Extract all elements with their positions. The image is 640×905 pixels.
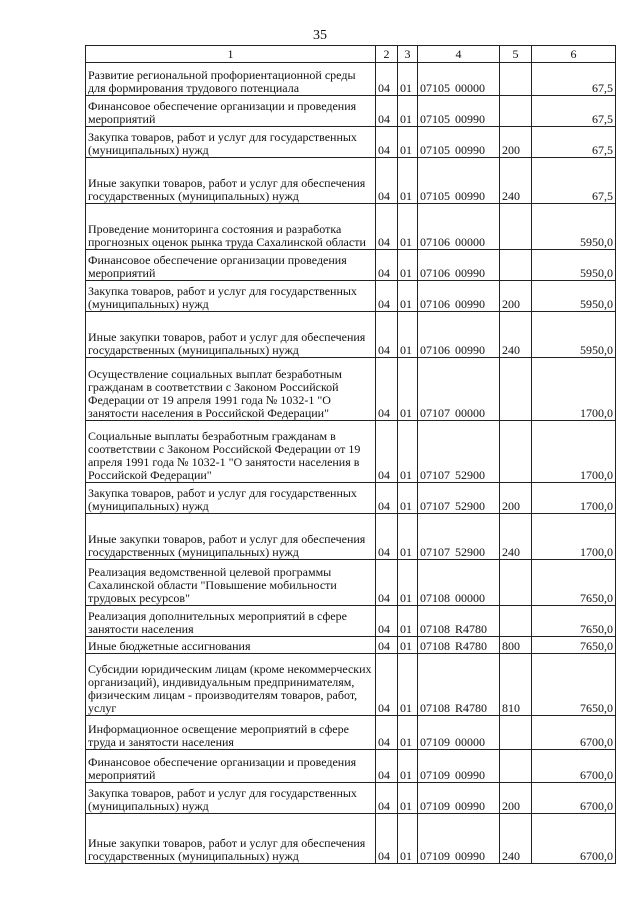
row-expense-type: 800 — [500, 637, 532, 654]
header-col-3: 3 — [398, 46, 418, 63]
row-amount: 1700,0 — [532, 483, 616, 514]
row-name: Развитие региональной профориентационной среды для формирования трудового потенциала — [86, 63, 376, 96]
table-row — [86, 63, 616, 96]
target-article-direction: 00000 — [455, 235, 485, 249]
row-target-article — [418, 750, 500, 783]
row-target-article — [418, 483, 500, 514]
row-subsection: 01 — [398, 654, 418, 716]
table-row — [86, 716, 616, 750]
row-target-article — [418, 814, 500, 864]
row-section: 04 — [376, 281, 398, 312]
row-target-article — [418, 358, 500, 421]
target-article-direction: R4780 — [455, 622, 488, 636]
target-article-program: 07105 — [420, 143, 450, 157]
row-expense-type — [500, 750, 532, 783]
row-section: 04 — [376, 716, 398, 750]
header-col-1: 1 — [86, 46, 376, 63]
row-subsection: 01 — [398, 637, 418, 654]
table-row — [86, 421, 616, 483]
header-col-4: 4 — [418, 46, 500, 63]
row-name: Иные закупки товаров, работ и услуг для обеспечения государственных (муниципальных) нужд — [86, 814, 376, 864]
row-amount: 6700,0 — [532, 814, 616, 864]
row-expense-type — [500, 204, 532, 250]
row-amount: 67,5 — [532, 96, 616, 127]
row-target-article — [418, 250, 500, 281]
row-expense-type — [500, 96, 532, 127]
row-subsection: 01 — [398, 716, 418, 750]
row-expense-type: 200 — [500, 483, 532, 514]
row-subsection: 01 — [398, 312, 418, 358]
row-section: 04 — [376, 63, 398, 96]
row-expense-type: 200 — [500, 127, 532, 158]
table-row — [86, 204, 616, 250]
header-col-2: 2 — [376, 46, 398, 63]
row-section: 04 — [376, 783, 398, 814]
target-article-direction: R4780 — [455, 639, 488, 653]
table-row — [86, 250, 616, 281]
row-name: Закупка товаров, работ и услуг для государственных (муниципальных) нужд — [86, 483, 376, 514]
row-target-article — [418, 716, 500, 750]
row-amount: 1700,0 — [532, 421, 616, 483]
row-target-article — [418, 606, 500, 637]
header-col-5: 5 — [500, 46, 532, 63]
row-subsection: 01 — [398, 127, 418, 158]
row-expense-type — [500, 63, 532, 96]
row-expense-type — [500, 250, 532, 281]
row-subsection: 01 — [398, 560, 418, 606]
row-name: Информационное освещение мероприятий в сфере труда и занятости населения — [86, 716, 376, 750]
target-article-program: 07109 — [420, 735, 450, 749]
row-amount: 5950,0 — [532, 250, 616, 281]
row-expense-type: 200 — [500, 783, 532, 814]
target-article-direction: 00000 — [455, 591, 485, 605]
row-name: Социальные выплаты безработным гражданам в соответствии с Законом Российской Федерации от 19 апреля 1991 года № 1032-1 "О занятости населения в Российской Федерации" — [86, 421, 376, 483]
row-section: 04 — [376, 250, 398, 281]
row-target-article — [418, 281, 500, 312]
row-subsection: 01 — [398, 204, 418, 250]
row-target-article — [418, 654, 500, 716]
table-row — [86, 654, 616, 716]
row-amount: 67,5 — [532, 127, 616, 158]
target-article-direction: 00000 — [455, 406, 485, 420]
row-name: Реализация дополнительных мероприятий в сфере занятости населения — [86, 606, 376, 637]
budget-table — [85, 45, 616, 864]
row-name: Закупка товаров, работ и услуг для государственных (муниципальных) нужд — [86, 281, 376, 312]
row-subsection: 01 — [398, 483, 418, 514]
row-amount: 67,5 — [532, 63, 616, 96]
target-article-direction: 00990 — [455, 343, 485, 357]
target-article-program: 07108 — [420, 701, 450, 715]
table-row — [86, 514, 616, 560]
target-article-program: 07106 — [420, 343, 450, 357]
header-col-6: 6 — [532, 46, 616, 63]
row-name: Реализация ведомственной целевой программы Сахалинской области "Повышение мобильности трудовых ресурсов" — [86, 560, 376, 606]
row-expense-type — [500, 358, 532, 421]
row-name: Субсидии юридическим лицам (кроме некоммерческих организаций), индивидуальным предпринимателям, физическим лицам - производителям товаров, работ, услуг — [86, 654, 376, 716]
row-name: Иные закупки товаров, работ и услуг для обеспечения государственных (муниципальных) нужд — [86, 514, 376, 560]
target-article-direction: 00990 — [455, 189, 485, 203]
target-article-direction: 00990 — [455, 143, 485, 157]
row-section: 04 — [376, 204, 398, 250]
row-amount: 5950,0 — [532, 312, 616, 358]
table-row — [86, 127, 616, 158]
row-subsection: 01 — [398, 750, 418, 783]
table-row — [86, 312, 616, 358]
row-subsection: 01 — [398, 281, 418, 312]
target-article-program: 07107 — [420, 499, 450, 513]
target-article-program: 07106 — [420, 297, 450, 311]
row-name: Иные закупки товаров, работ и услуг для обеспечения государственных (муниципальных) нужд — [86, 312, 376, 358]
row-section: 04 — [376, 637, 398, 654]
row-target-article — [418, 560, 500, 606]
row-expense-type: 240 — [500, 312, 532, 358]
row-amount: 1700,0 — [532, 358, 616, 421]
row-section: 04 — [376, 358, 398, 421]
row-amount: 6700,0 — [532, 716, 616, 750]
table-row — [86, 96, 616, 127]
row-section: 04 — [376, 514, 398, 560]
row-expense-type — [500, 606, 532, 637]
row-amount: 67,5 — [532, 158, 616, 204]
page-number: 35 — [313, 28, 327, 43]
target-article-direction: 52900 — [455, 545, 485, 559]
target-article-direction: 00990 — [455, 799, 485, 813]
row-expense-type — [500, 560, 532, 606]
table-row — [86, 560, 616, 606]
target-article-program: 07108 — [420, 639, 450, 653]
row-section: 04 — [376, 158, 398, 204]
row-target-article — [418, 63, 500, 96]
target-article-direction: 52900 — [455, 468, 485, 482]
target-article-program: 07108 — [420, 622, 450, 636]
target-article-direction: 00000 — [455, 81, 485, 95]
row-expense-type: 240 — [500, 814, 532, 864]
row-target-article — [418, 783, 500, 814]
row-name: Закупка товаров, работ и услуг для государственных (муниципальных) нужд — [86, 127, 376, 158]
row-amount: 1700,0 — [532, 514, 616, 560]
row-target-article — [418, 312, 500, 358]
target-article-program: 07109 — [420, 849, 450, 863]
row-expense-type: 810 — [500, 654, 532, 716]
row-name: Закупка товаров, работ и услуг для государственных (муниципальных) нужд — [86, 783, 376, 814]
row-subsection: 01 — [398, 783, 418, 814]
table-row — [86, 158, 616, 204]
table-row — [86, 637, 616, 654]
row-name: Проведение мониторинга состояния и разработка прогнозных оценок рынка труда Сахалинской области — [86, 204, 376, 250]
target-article-direction: 00990 — [455, 112, 485, 126]
target-article-direction: 00000 — [455, 735, 485, 749]
target-article-program: 07106 — [420, 235, 450, 249]
row-amount: 5950,0 — [532, 281, 616, 312]
row-section: 04 — [376, 606, 398, 637]
row-name: Иные закупки товаров, работ и услуг для обеспечения государственных (муниципальных) нужд — [86, 158, 376, 204]
target-article-program: 07107 — [420, 406, 450, 420]
row-subsection: 01 — [398, 63, 418, 96]
row-section: 04 — [376, 654, 398, 716]
table-row — [86, 483, 616, 514]
row-amount: 6700,0 — [532, 750, 616, 783]
target-article-direction: 52900 — [455, 499, 485, 513]
row-amount: 5950,0 — [532, 204, 616, 250]
row-amount: 7650,0 — [532, 560, 616, 606]
table-row — [86, 358, 616, 421]
row-subsection: 01 — [398, 606, 418, 637]
row-subsection: 01 — [398, 158, 418, 204]
row-name: Финансовое обеспечение организации и проведения мероприятий — [86, 96, 376, 127]
row-subsection: 01 — [398, 814, 418, 864]
row-subsection: 01 — [398, 96, 418, 127]
row-section: 04 — [376, 96, 398, 127]
target-article-program: 07105 — [420, 189, 450, 203]
target-article-direction: 00990 — [455, 297, 485, 311]
target-article-program: 07105 — [420, 81, 450, 95]
table-row — [86, 281, 616, 312]
target-article-program: 07108 — [420, 591, 450, 605]
row-section: 04 — [376, 127, 398, 158]
row-name: Осуществление социальных выплат безработным гражданам в соответствии с Законом Российской Федерации от 19 апреля 1991 года № 1032-1 "О занятости населения в Российской Федерации" — [86, 358, 376, 421]
target-article-direction: 00990 — [455, 849, 485, 863]
row-section: 04 — [376, 483, 398, 514]
row-expense-type — [500, 716, 532, 750]
table-row — [86, 814, 616, 864]
row-target-article — [418, 514, 500, 560]
row-name: Финансовое обеспечение организации проведения мероприятий — [86, 250, 376, 281]
row-amount: 7650,0 — [532, 654, 616, 716]
row-subsection: 01 — [398, 250, 418, 281]
row-target-article — [418, 158, 500, 204]
row-target-article — [418, 421, 500, 483]
row-section: 04 — [376, 750, 398, 783]
table-row — [86, 750, 616, 783]
target-article-program: 07107 — [420, 468, 450, 482]
table-row — [86, 606, 616, 637]
target-article-program: 07109 — [420, 768, 450, 782]
row-amount: 6700,0 — [532, 783, 616, 814]
table-body — [86, 63, 616, 864]
row-subsection: 01 — [398, 514, 418, 560]
target-article-direction: R4780 — [455, 701, 488, 715]
row-name: Финансовое обеспечение организации и проведения мероприятий — [86, 750, 376, 783]
table-row — [86, 783, 616, 814]
row-amount: 7650,0 — [532, 637, 616, 654]
row-subsection: 01 — [398, 358, 418, 421]
target-article-program: 07109 — [420, 799, 450, 813]
row-target-article — [418, 204, 500, 250]
row-expense-type: 240 — [500, 158, 532, 204]
row-target-article — [418, 637, 500, 654]
row-target-article — [418, 127, 500, 158]
row-subsection: 01 — [398, 421, 418, 483]
header-row — [86, 46, 616, 63]
row-target-article — [418, 96, 500, 127]
row-expense-type — [500, 421, 532, 483]
target-article-direction: 00990 — [455, 768, 485, 782]
row-section: 04 — [376, 312, 398, 358]
target-article-direction: 00990 — [455, 266, 485, 280]
target-article-program: 07105 — [420, 112, 450, 126]
target-article-program: 07107 — [420, 545, 450, 559]
target-article-program: 07106 — [420, 266, 450, 280]
row-section: 04 — [376, 421, 398, 483]
row-name: Иные бюджетные ассигнования — [86, 637, 376, 654]
row-expense-type: 240 — [500, 514, 532, 560]
row-section: 04 — [376, 814, 398, 864]
row-section: 04 — [376, 560, 398, 606]
table-header — [86, 46, 616, 63]
row-amount: 7650,0 — [532, 606, 616, 637]
row-expense-type: 200 — [500, 281, 532, 312]
